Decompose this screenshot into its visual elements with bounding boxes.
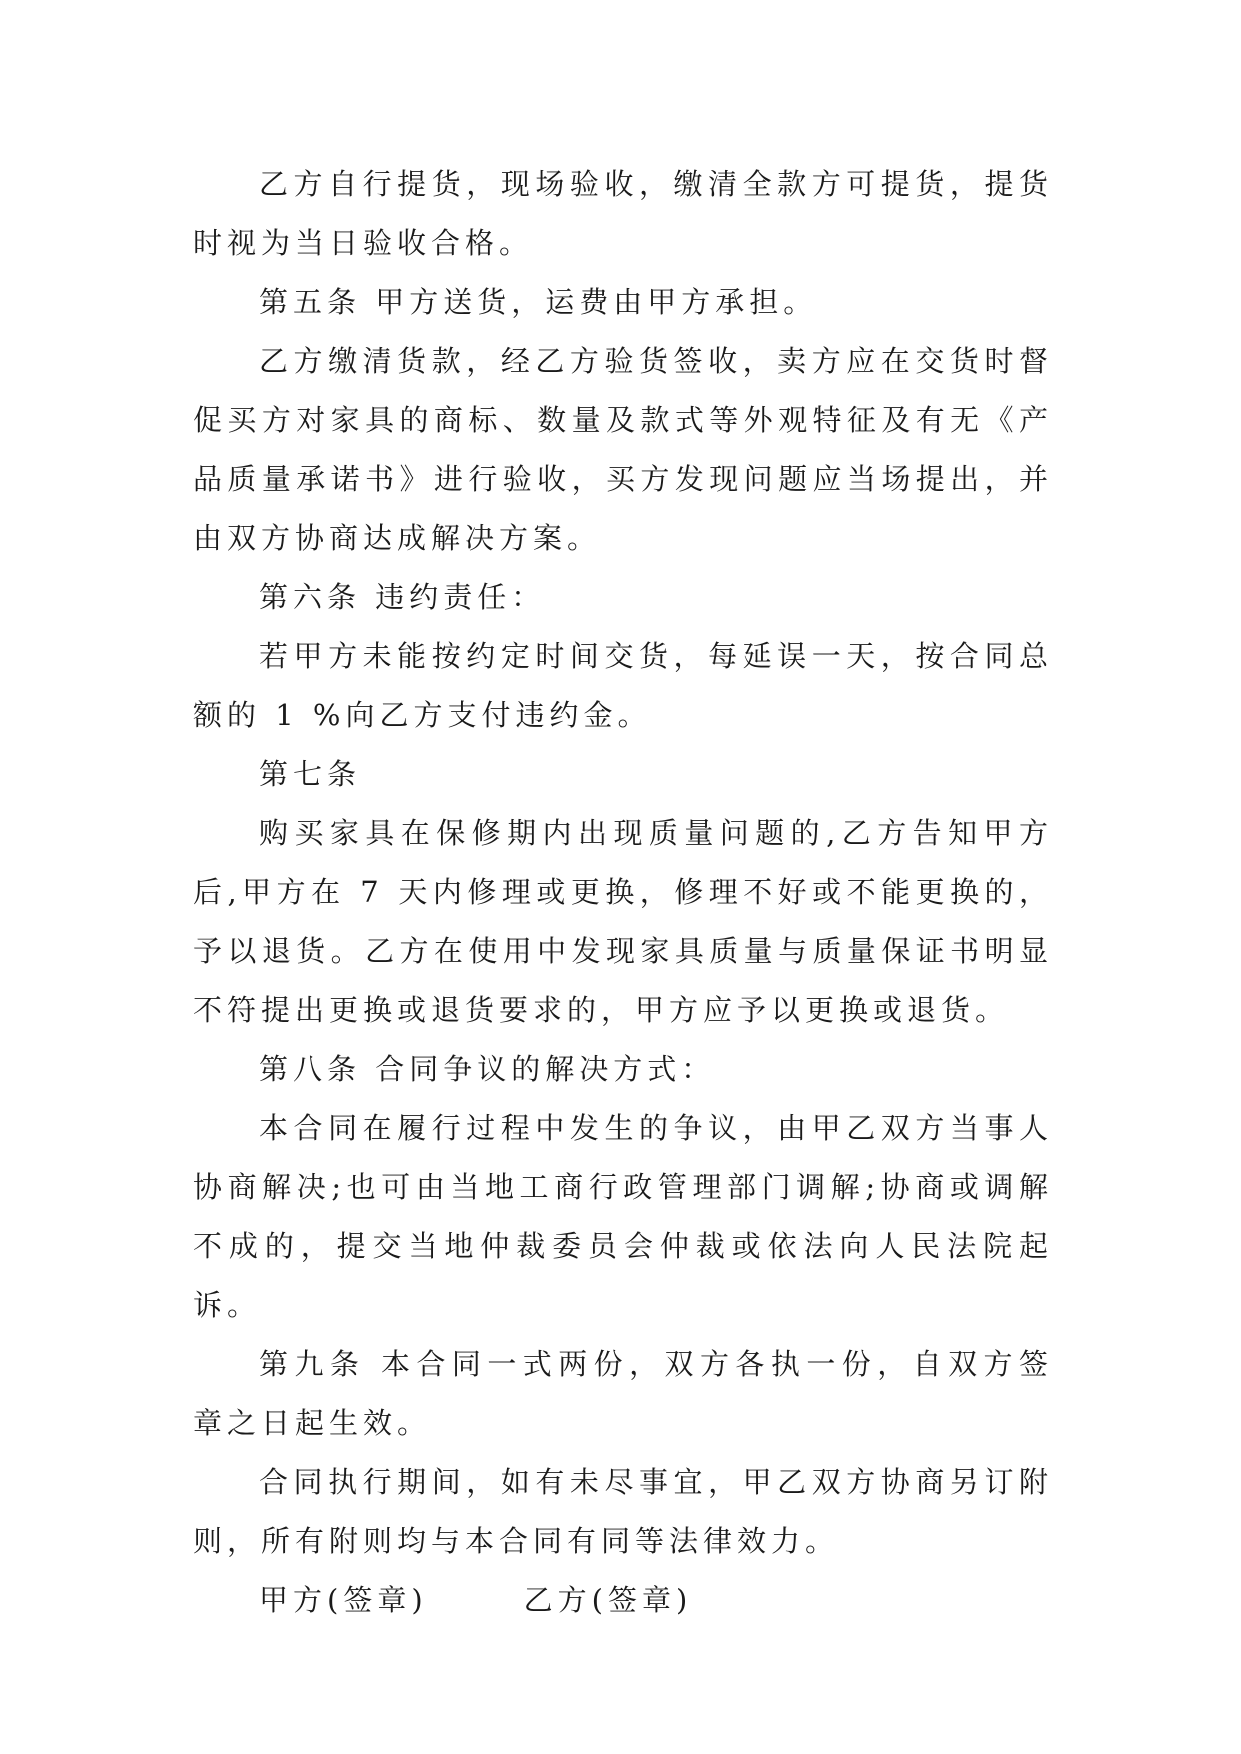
article-9-paragraph: 第九条 本合同一式两份，双方各执一份，自双方签章之日起生效。 <box>193 1347 1053 1440</box>
article-5-heading: 第五条 甲方送货，运费由甲方承担。 <box>259 285 818 319</box>
paragraph-supplementary-terms: 合同执行期间，如有未尽事宜，甲乙双方协商另订附则，所有附则均与本合同有同等法律效力。 <box>193 1465 1053 1558</box>
article-8-heading: 第八条 合同争议的解决方式： <box>259 1052 716 1086</box>
party-b-signature-label: 乙方(签章) <box>523 1583 693 1617</box>
paragraph-dispute-resolution: 本合同在履行过程中发生的争议，由甲乙双方当事人协商解决;也可由当地工商行政管理部门调解;协商或调解不成的，提交当地仲裁委员会仲裁或依法向人民法院起诉。 <box>193 1111 1053 1322</box>
article-6-heading: 第六条 违约责任： <box>259 580 546 614</box>
signature-row <box>193 1571 1053 1630</box>
contract-body <box>193 155 1053 1630</box>
paragraph-warranty-repair: 购买家具在保修期内出现质量问题的,乙方告知甲方后,甲方在 7 天内修理或更换，修理不好或不能更换的，予以退货。乙方在使用中发现家具质量与质量保证书明显不符提出更换或退货要求的，甲方应予以更换或退货。 <box>193 816 1053 1027</box>
party-a-signature-label: 甲方(签章) <box>259 1583 428 1617</box>
paragraph-delivery-inspection: 乙方缴清货款，经乙方验货签收，卖方应在交货时督促买方对家具的商标、数量及款式等外观特征及有无《产品质量承诺书》进行验收，买方发现问题应当场提出，并由双方协商达成解决方案。 <box>193 344 1053 555</box>
article-7-heading: 第七条 <box>259 757 362 791</box>
paragraph-pickup-acceptance: 乙方自行提货，现场验收，缴清全款方可提货，提货时视为当日验收合格。 <box>193 167 1053 260</box>
paragraph-late-delivery-penalty: 若甲方未能按约定时间交货，每延误一天，按合同总额的 1 %向乙方支付违约金。 <box>193 639 1053 732</box>
